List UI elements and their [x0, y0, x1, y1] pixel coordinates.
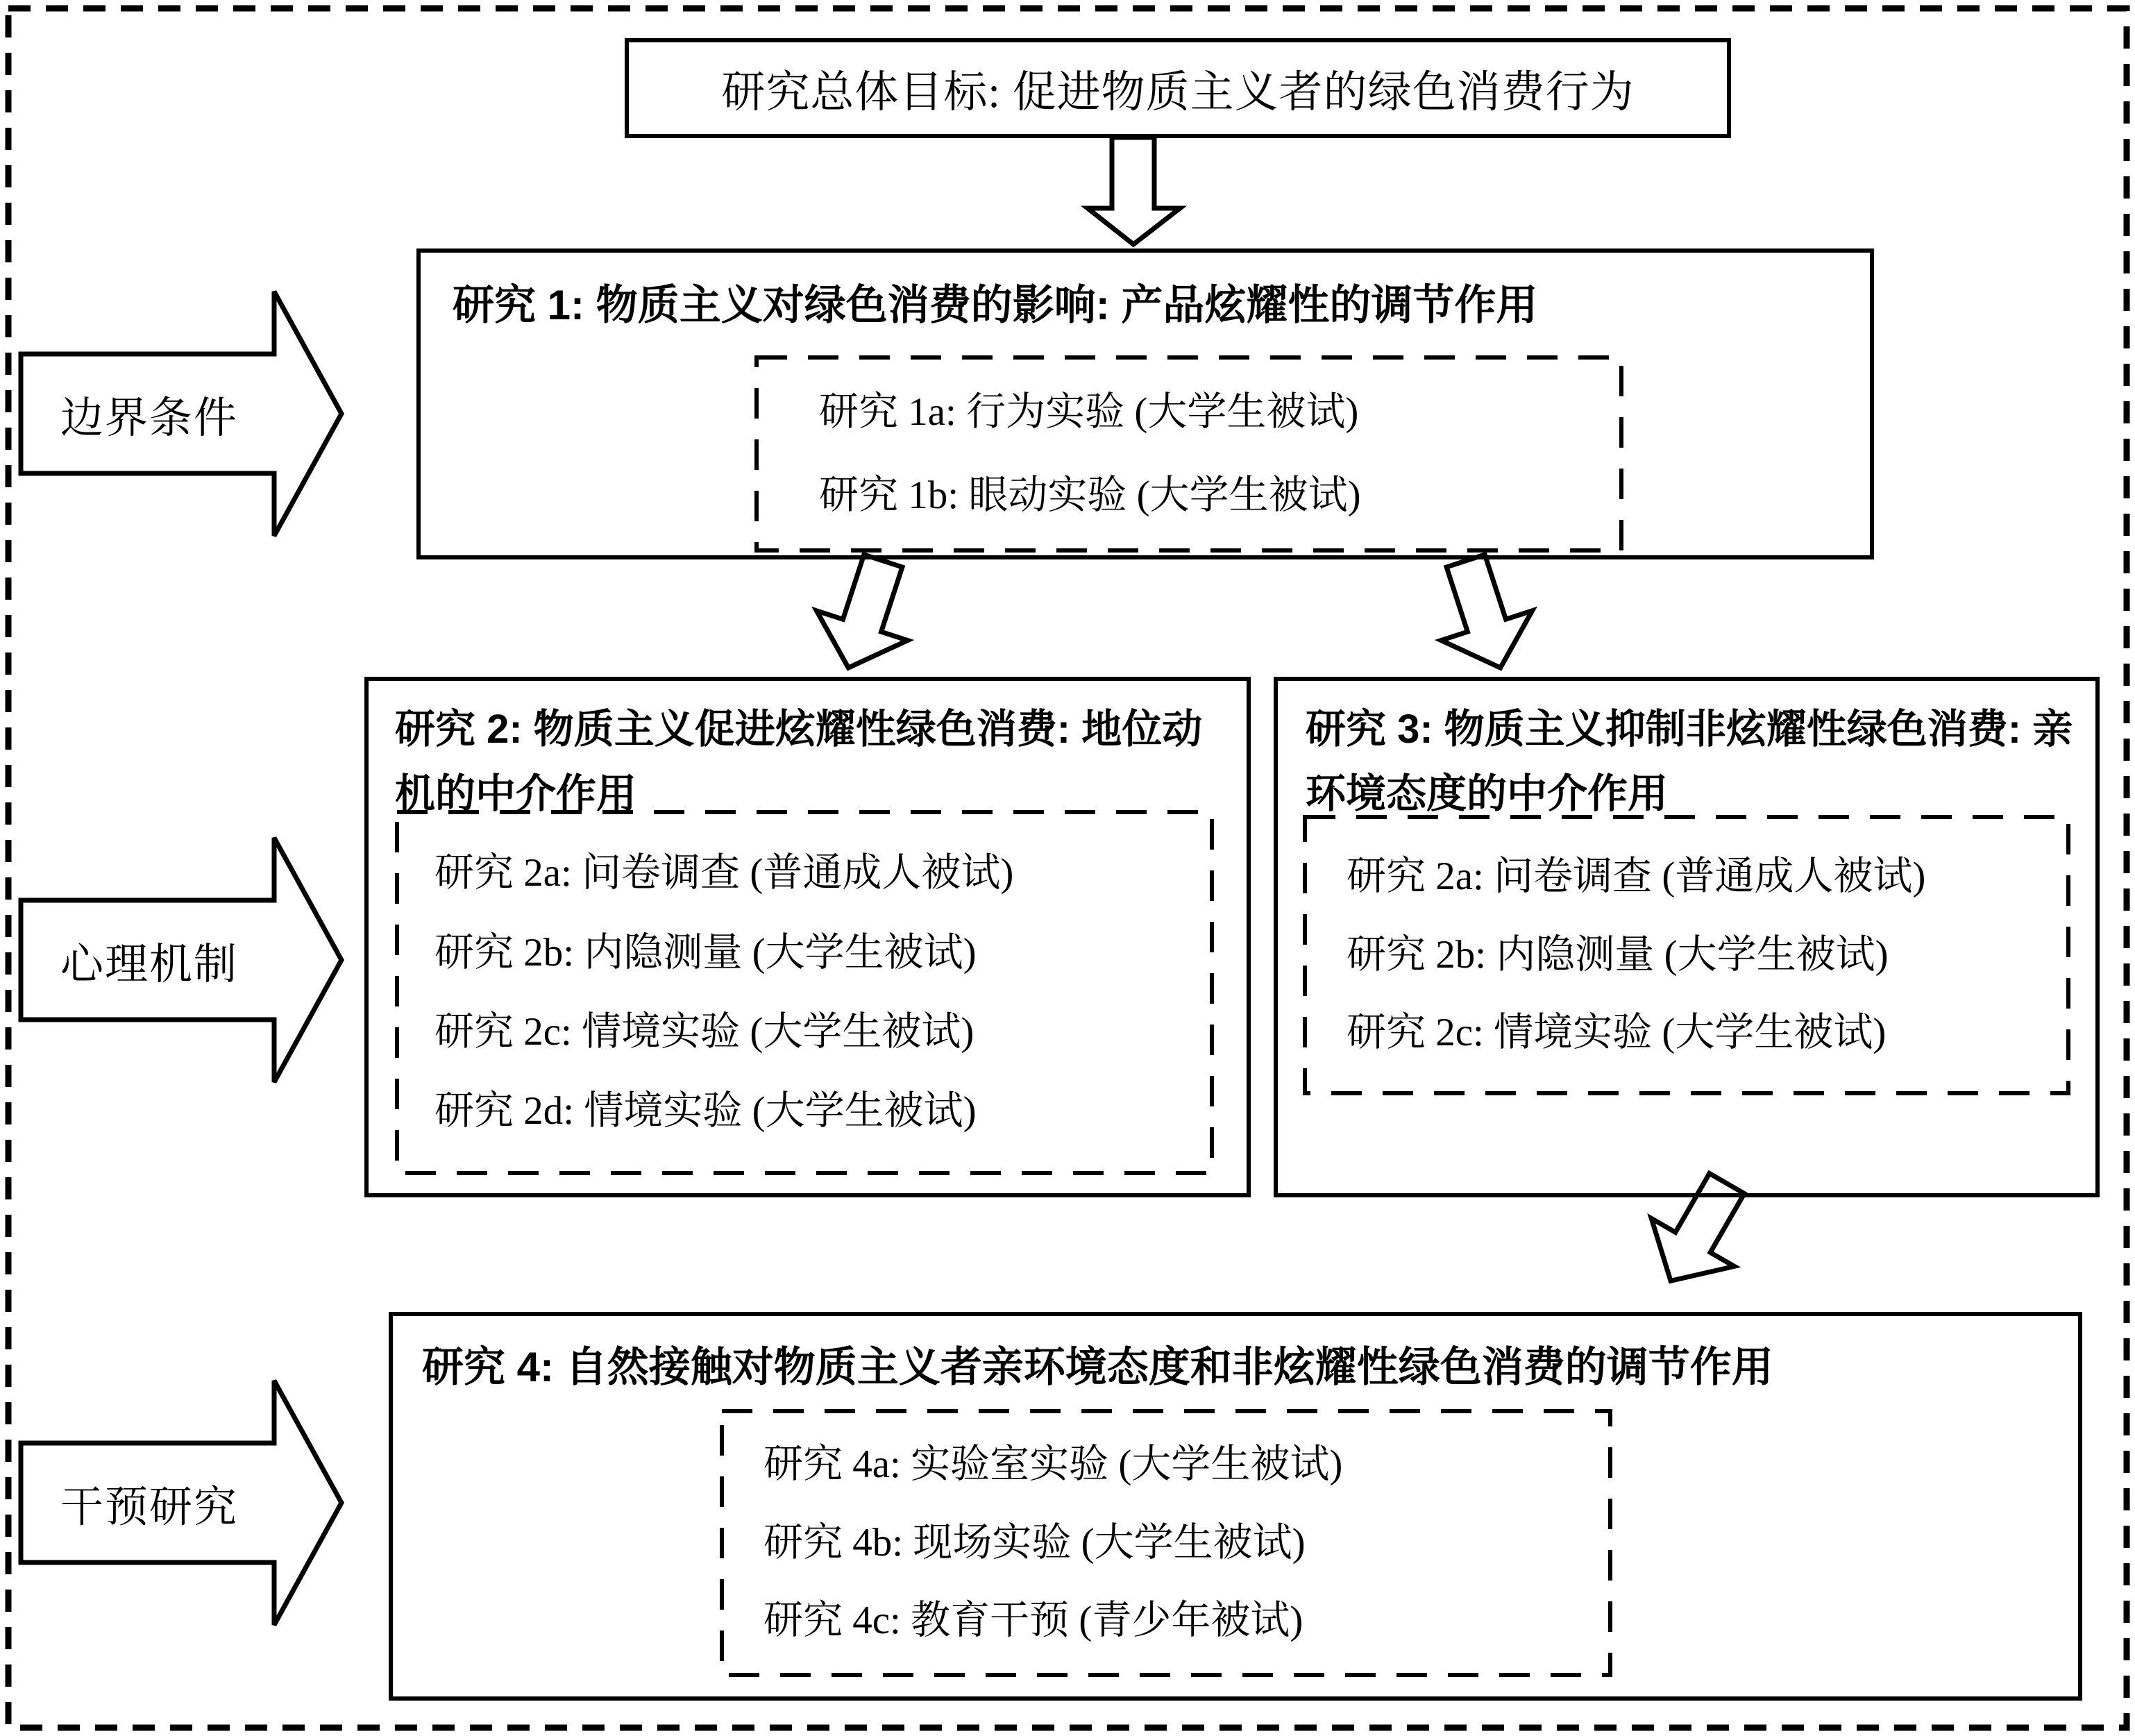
study2-title: 研究 2: 物质主义促进炫耀性绿色消费: 地位动机的中介作用 — [395, 707, 1203, 816]
goal-box — [625, 38, 1731, 138]
psychological-mechanism-label: 心理机制 — [60, 941, 238, 988]
intervention-research-label: 干预研究 — [60, 1483, 238, 1531]
study2-item: 研究 2d: 情境实验 (大学生被试) — [434, 1089, 977, 1134]
study4-item: 研究 4b: 现场实验 (大学生被试) — [763, 1520, 1306, 1565]
study4-item: 研究 4a: 实验室实验 (大学生被试) — [763, 1442, 1343, 1487]
goal-text: 研究总体目标: 促进物质主义者的绿色消费行为 — [721, 67, 1635, 117]
study4-substudies — [722, 1411, 1610, 1675]
study2-item: 研究 2b: 内隐测量 (大学生被试) — [434, 930, 977, 975]
study3-item: 研究 2c: 情境实验 (大学生被试) — [1347, 1011, 1887, 1055]
slant-arrow-left-icon — [803, 546, 929, 683]
study2-item: 研究 2c: 情境实验 (大学生被试) — [434, 1010, 974, 1054]
down-arrow-icon — [1088, 137, 1180, 244]
study2-item: 研究 2a: 问卷调查 (普通成人被试) — [434, 851, 1014, 895]
slant-arrow-right-icon — [1420, 546, 1546, 683]
study3-title: 研究 3: 物质主义抑制非炫耀性绿色消费: 亲环境态度的中介作用 — [1306, 707, 2073, 816]
study2-substudies — [397, 812, 1212, 1173]
study1-substudies — [757, 357, 1621, 550]
study3-item: 研究 2b: 内隐测量 (大学生被试) — [1347, 932, 1889, 977]
study3-substudies — [1305, 817, 2068, 1093]
study1-item: 研究 1b: 眼动实验 (大学生被试) — [819, 473, 1361, 517]
study3-item: 研究 2a: 问卷调查 (普通成人被试) — [1347, 854, 1926, 899]
boundary-conditions-label: 边界条件 — [60, 394, 238, 442]
study4-title: 研究 4: 自然接触对物质主义者亲环境态度和非炫耀性绿色消费的调节作用 — [422, 1344, 1773, 1390]
study1-title: 研究 1: 物质主义对绿色消费的影响: 产品炫耀性的调节作用 — [453, 282, 1538, 328]
study1-item: 研究 1a: 行为实验 (大学生被试) — [819, 389, 1359, 434]
study4-item: 研究 4c: 教育干预 (青少年被试) — [763, 1599, 1303, 1643]
